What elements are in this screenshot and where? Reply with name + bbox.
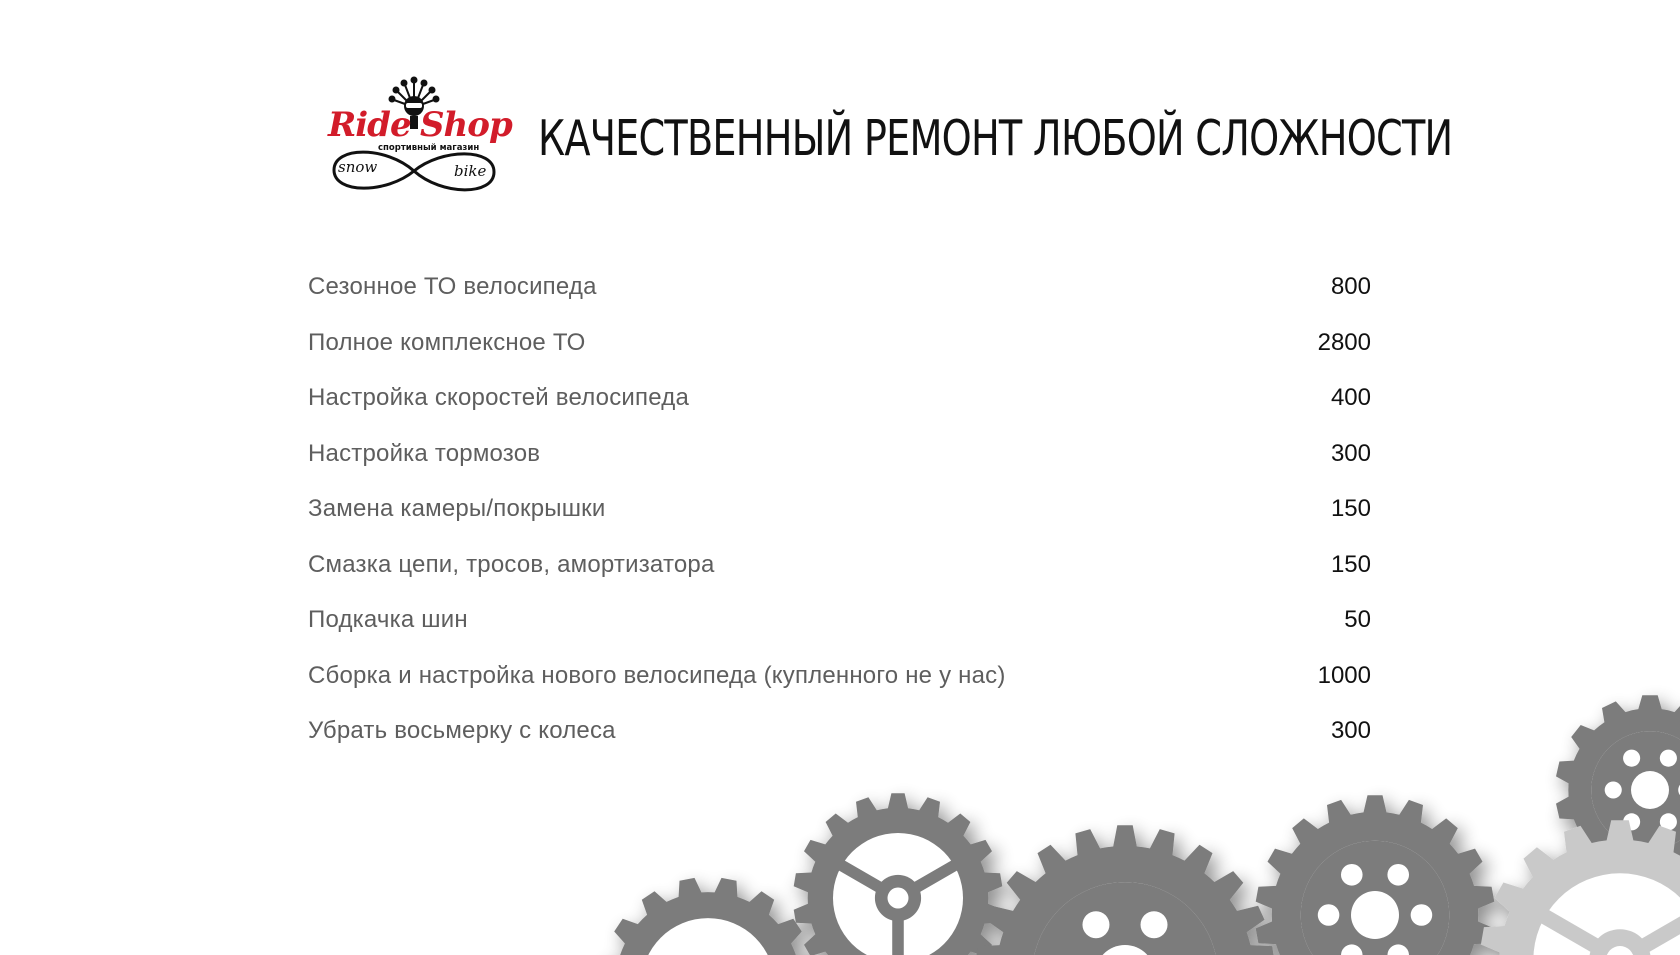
service-price: 1000 <box>1317 661 1371 689</box>
logo-snow-text: snow <box>338 158 378 176</box>
price-row <box>308 591 1371 647</box>
service-price: 2800 <box>1317 328 1371 356</box>
price-row <box>308 425 1371 481</box>
service-name: Убрать восьмерку с колеса <box>308 717 616 744</box>
price-row <box>308 480 1371 536</box>
service-name: Замена камеры/покрышки <box>308 495 606 522</box>
price-row <box>308 314 1371 370</box>
service-price: 50 <box>1344 606 1371 633</box>
price-row <box>308 258 1371 314</box>
gear-icon <box>601 878 815 955</box>
service-price: 150 <box>1330 550 1371 578</box>
gear-icon <box>976 825 1275 955</box>
service-name: Сборка и настройка нового велосипеда (купленного не у нас) <box>308 661 1006 689</box>
gear-icon <box>1256 795 1495 955</box>
logo-shop-text: Shop <box>420 105 512 145</box>
price-row <box>308 702 1371 758</box>
service-name: Сезонное ТО велосипеда <box>308 273 597 300</box>
service-name: Полное комплексное ТО <box>308 328 586 356</box>
ride-shop-logo <box>326 76 512 198</box>
service-name: Настройка тормозов <box>308 439 541 467</box>
service-price: 150 <box>1330 495 1371 522</box>
service-price: 300 <box>1330 717 1371 744</box>
service-name: Смазка цепи, тросов, амортизатора <box>308 550 715 578</box>
page-title: КАЧЕСТВЕННЫЙ РЕМОНТ ЛЮБОЙ СЛОЖНОСТИ <box>538 110 1453 167</box>
gear-icon <box>1481 820 1680 955</box>
price-row <box>308 369 1371 425</box>
logo-bike-text: bike <box>454 162 487 180</box>
service-name: Настройка скоростей велосипеда <box>308 384 689 411</box>
service-price: 300 <box>1330 439 1371 467</box>
gear-icon <box>794 793 1003 955</box>
logo-tagline: спортивный магазин <box>378 143 480 153</box>
price-row <box>308 536 1371 592</box>
logo-ride-text: Ride <box>328 105 411 145</box>
service-name: Подкачка шин <box>308 606 468 633</box>
price-list <box>308 258 1371 758</box>
gear-icon <box>1556 695 1680 884</box>
service-price: 800 <box>1330 273 1371 300</box>
service-price: 400 <box>1330 384 1371 411</box>
price-row <box>308 647 1371 703</box>
